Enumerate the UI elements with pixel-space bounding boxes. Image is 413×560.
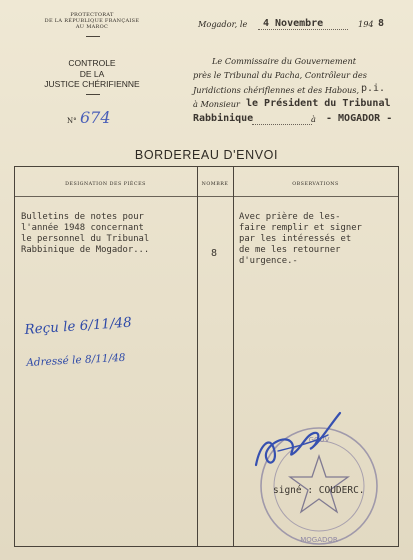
sender-line-3: Juridictions chériflennes et des Habous, [193,85,360,95]
observations-text: Avec prière de les- faire remplir et signer par les intéressés et de me les retourner d'urgence.- [239,212,362,266]
recipient-dots [252,124,312,125]
place-prefix: à [311,114,316,124]
table-col-divider-2 [233,166,234,547]
sender-pi: p.i. [361,83,386,94]
handwritten-number: 674 [80,108,111,127]
office-line-1: CONTROLE [68,58,116,68]
table-right-border [398,166,399,547]
document-title: BORDEREAU D'ENVOI [134,148,279,162]
handwritten-adresse: Adressé le 8/11/48 [26,351,126,369]
sender-line-1: Le Commissaire du Gouvernement [212,56,357,66]
recipient-name-2: Rabbinique [193,113,254,124]
office-divider [86,94,100,95]
table-left-border [14,166,15,547]
nombre-value: 8 [211,248,218,259]
table-header-border [14,196,399,197]
recipient-prefix: à Monsieur [193,99,240,109]
col-header-observations: OBSERVATIONS [292,182,339,187]
dateline-prefix: Mogador, le [198,19,248,29]
signed-name: signé : COUDERC. [273,485,365,496]
designation-text: Bulletins de notes pour l'année 1948 concernant le personnel du Tribunal Rabbinique de Mogador... [21,212,150,255]
place-name: - MOGADOR - [326,113,393,124]
office-line-3: JUSTICE CHÉRIFIENNE [44,79,140,89]
dateline-year-printed: 194 [358,19,374,29]
recipient-name: le Président du Tribunal [246,98,391,109]
protectorat-line-3: AU MAROC [75,24,109,30]
protectorat-header [38,12,146,30]
dateline-year-typed: 8 [378,18,385,29]
sender-line-2: près le Tribunal du Pacha, Contrôleur des [193,70,367,80]
number-label: N° [67,117,77,125]
dateline-dots [258,29,348,30]
table-col-divider-1 [197,166,198,547]
header-divider [86,36,100,37]
col-header-designation: DESIGNATION DES PIÈCES [65,182,146,187]
handwritten-recu: Reçu le 6/11/48 [24,314,133,338]
office-header [34,58,150,90]
stamp-text-top: GOUV [308,436,330,444]
protectorat-line-2: DE LA RÉPUBLIQUE FRANÇAISE [44,18,140,24]
col-header-nombre: NOMBRE [201,182,229,187]
protectorat-line-1: PROTECTORAT [70,12,114,18]
handwritten-signature [248,405,348,475]
stamp-text-bottom: MOGADOR [300,536,338,544]
office-line-2: DE LA [79,68,105,79]
dateline-date: 4 Novembre [263,18,324,29]
table-top-border [14,166,399,167]
